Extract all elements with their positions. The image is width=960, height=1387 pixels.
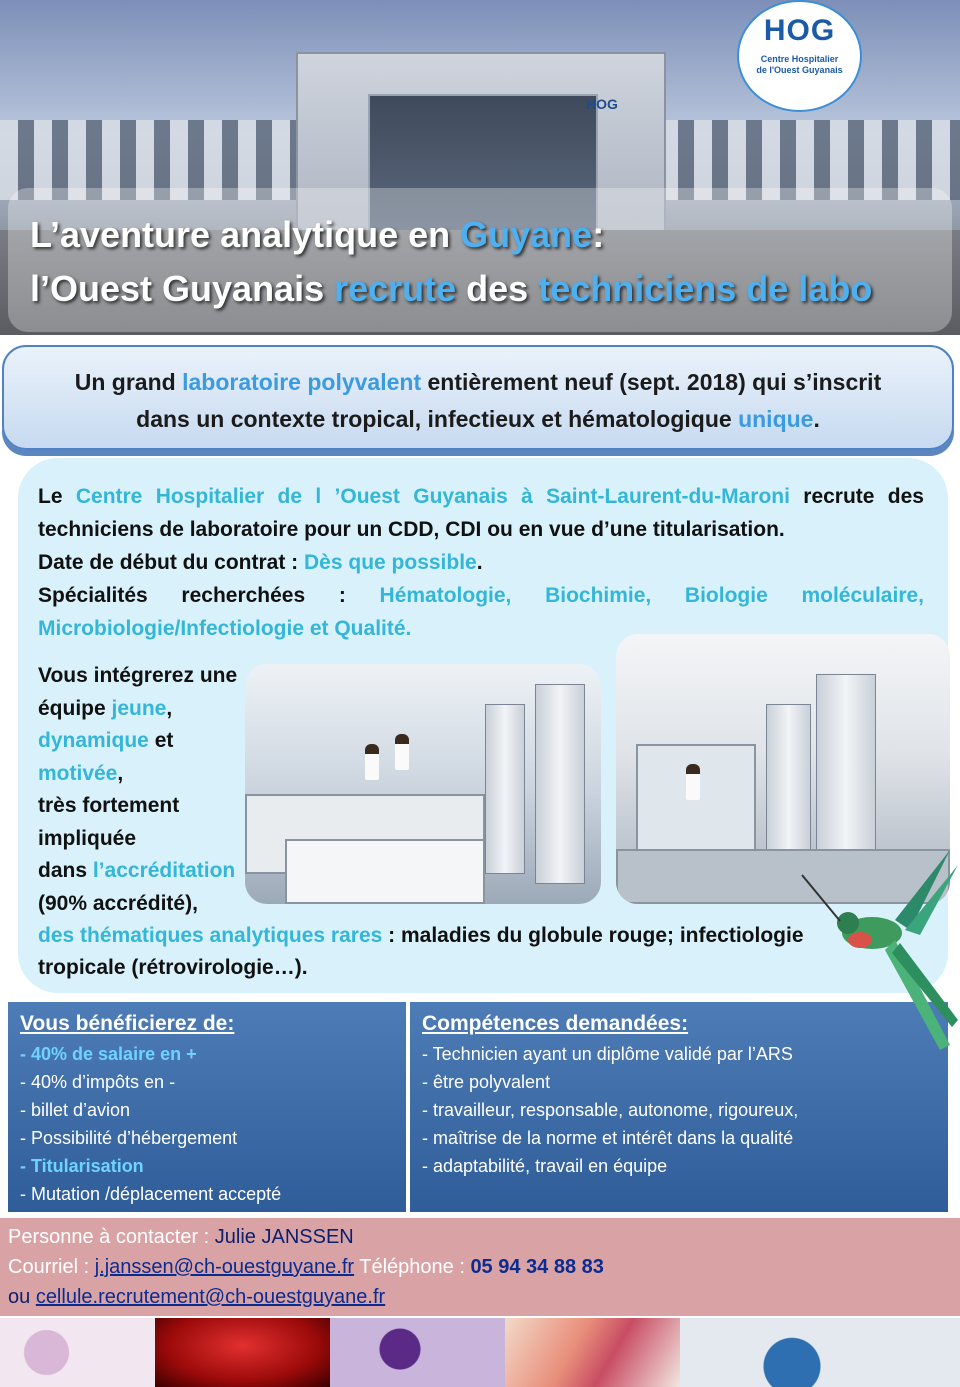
- team-text: impliquée: [38, 826, 137, 850]
- building-logo: HOG: [586, 96, 618, 112]
- bird-throat: [848, 932, 872, 948]
- benefit-item: - 40% d’impôts en -: [20, 1072, 176, 1092]
- rare-topics-highlight: des thématiques analytiques rares: [38, 924, 383, 947]
- skills-title: Compétences demandées:: [422, 1012, 689, 1035]
- intro-text: .: [476, 551, 483, 574]
- logo-mark: HOG: [763, 14, 836, 47]
- contact-email-link[interactable]: j.janssen@ch-ouestguyane.fr: [94, 1256, 355, 1278]
- team-highlight: jeune: [111, 696, 167, 720]
- hero-title-text: l’Ouest Guyanais: [30, 268, 335, 309]
- benefits-box: [8, 1002, 406, 1212]
- bird-beak: [802, 875, 840, 921]
- bottom-image-strip: [0, 1318, 960, 1387]
- contact-section: [0, 1218, 960, 1316]
- banner-text: Un grand: [74, 369, 183, 395]
- skill-item: - Technicien ayant un diplôme validé par l’ARS: [422, 1044, 793, 1064]
- hummingbird-illustration: [800, 845, 960, 1065]
- benefits-title: Vous bénéficierez de:: [20, 1012, 235, 1035]
- lab-technician-figure: [395, 734, 409, 770]
- hero-title-text: des: [456, 268, 539, 309]
- hero-title-highlight: recrute: [334, 268, 457, 309]
- specialties-value: Hématologie, Biochimie, Biologie moléculaire, Microbiologie/Infectiologie et Qualité.: [38, 584, 925, 640]
- intro-text: recrute des techniciens de laboratoire pour un CDD, CDI ou en vue d’une titularisation.: [38, 485, 924, 541]
- rare-topics-text: : maladies du globule rouge; infectiologie: [382, 924, 804, 947]
- specialties-label: Spécialités recherchées :: [38, 584, 380, 607]
- blood-smear-image: [0, 1318, 155, 1387]
- contact-mail-phone: [8, 1252, 952, 1282]
- hero-title: [30, 208, 930, 316]
- team-text: équipe: [38, 696, 112, 720]
- team-highlight: motivée: [38, 761, 118, 785]
- fridge-cabinet: [485, 704, 525, 874]
- skill-item: - maîtrise de la norme et intérêt dans la qualité: [422, 1128, 794, 1148]
- banner-highlight: unique: [738, 406, 814, 432]
- contact-mail-label: Courriel :: [8, 1256, 95, 1278]
- fridge-cabinet: [535, 684, 585, 884]
- start-date-label: Date de début du contrat :: [38, 551, 305, 574]
- benefit-item: - Possibilité d’hébergement: [20, 1128, 238, 1148]
- team-text: très fortement: [38, 794, 180, 817]
- team-text: ,: [166, 696, 173, 720]
- team-line: [38, 855, 250, 888]
- team-description: [38, 660, 250, 920]
- bird-tail: [885, 940, 950, 1050]
- skill-item: - être polyvalent: [422, 1072, 551, 1092]
- lab-photo-wide: [245, 664, 601, 904]
- hospital-logo: [737, 0, 862, 112]
- team-text: dans: [38, 859, 93, 882]
- logo-name-line: de l'Ouest Guyanais: [756, 65, 843, 75]
- logo-name: [739, 54, 860, 76]
- job-description: [38, 480, 924, 645]
- team-text: ,: [117, 761, 124, 785]
- parasite-microscopy-image: [330, 1318, 505, 1387]
- lab-technician-figure: [365, 744, 379, 780]
- intestine-illustration-image: [505, 1318, 680, 1387]
- contact-or-label: ou: [8, 1286, 36, 1308]
- hero-title-text: :: [592, 214, 605, 255]
- team-text: et: [148, 729, 174, 752]
- lab-technician-figure: [686, 764, 700, 800]
- rare-topics-text: tropicale (rétrovirologie…).: [38, 956, 308, 979]
- red-blood-cell-image: [155, 1318, 330, 1387]
- banner-text: dans un contexte tropical, infectieux et hématologique: [136, 406, 739, 432]
- virus-illustration-image: [680, 1318, 960, 1387]
- contact-person: [8, 1222, 952, 1252]
- team-line: [38, 758, 250, 791]
- bird-head: [837, 912, 859, 934]
- contact-person-name: Julie JANSSEN: [214, 1226, 354, 1248]
- contact-email2-link[interactable]: cellule.recrutement@ch-ouestguyane.fr: [35, 1286, 386, 1308]
- team-text: Vous intégrerez une: [38, 664, 238, 687]
- logo-name-line: Centre Hospitalier: [760, 54, 839, 64]
- hero-title-text: L’aventure analytique en: [30, 214, 461, 255]
- team-line: [38, 725, 250, 758]
- intro-text: Le: [38, 485, 76, 508]
- intro-highlight: Centre Hospitalier de l ’Ouest Guyanais à Saint-Laurent-du-Maroni: [75, 485, 790, 508]
- benefit-item: - Mutation /déplacement accepté: [20, 1184, 282, 1204]
- hero-title-highlight: techniciens de labo: [538, 268, 873, 309]
- team-highlight: dynamique: [38, 729, 149, 752]
- intro-banner: [2, 345, 954, 450]
- hero-title-highlight: Guyane: [460, 214, 593, 255]
- banner-highlight: laboratoire polyvalent: [182, 369, 422, 395]
- contact-person-label: Personne à contacter :: [8, 1226, 215, 1248]
- contact-mail2: [8, 1282, 952, 1312]
- benefit-item: - billet d’avion: [20, 1100, 131, 1120]
- banner-text: .: [813, 406, 820, 432]
- team-text: (90% accrédité),: [38, 891, 198, 915]
- team-line: [38, 693, 250, 726]
- banner-text: entièrement neuf (sept. 2018) qui s’inscrit: [421, 369, 882, 395]
- benefits-list: [20, 1040, 394, 1208]
- intro-banner-text: [4, 347, 952, 438]
- start-date: [38, 546, 924, 579]
- benefit-item: - Titularisation: [20, 1156, 144, 1176]
- job-intro-paragraph: [38, 480, 924, 546]
- fridge-cabinet: [816, 674, 876, 874]
- contact-phone[interactable]: 05 94 34 88 83: [470, 1256, 604, 1278]
- analyzer-machine: [285, 839, 485, 904]
- skill-item: - travailleur, responsable, autonome, rigoureux,: [422, 1100, 799, 1120]
- start-date-value: Dès que possible: [304, 551, 477, 574]
- team-highlight: l’accréditation: [92, 859, 236, 882]
- skill-item: - adaptabilité, travail en équipe: [422, 1156, 668, 1176]
- benefit-item: - 40% de salaire en +: [20, 1044, 197, 1064]
- contact-phone-label: Téléphone :: [354, 1256, 471, 1278]
